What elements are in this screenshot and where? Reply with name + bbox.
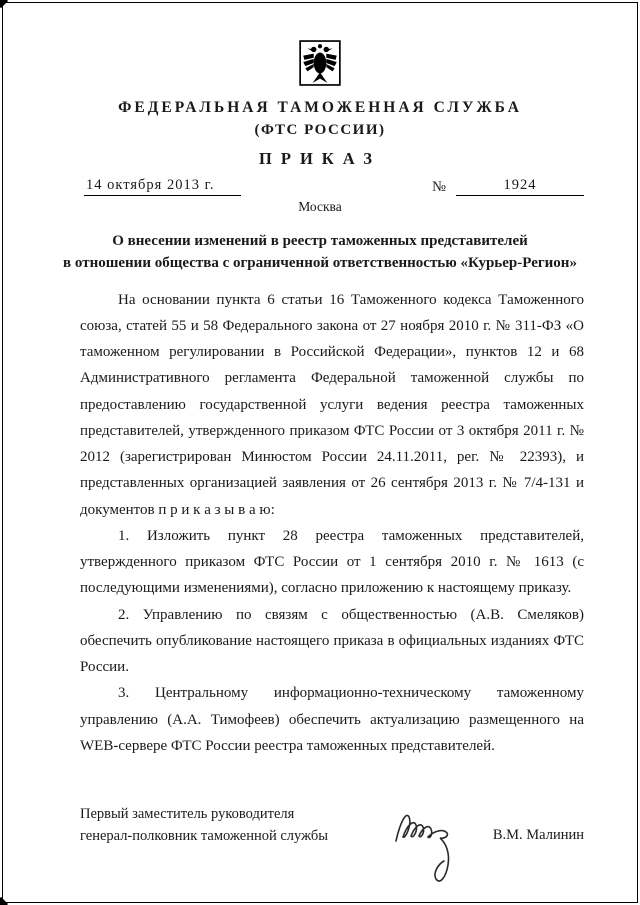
signature-icon xyxy=(390,793,490,893)
signatory-name: В.М. Малинин xyxy=(492,827,584,843)
document-type-heading: ПРИКАЗ xyxy=(259,149,381,168)
document-title-line-2: в отношении общества с ограниченной ответственностью «Курьер-Регион» xyxy=(63,254,577,271)
body-paragraph-item-2: 2. Управлению по связям с общественностью (А.В. Смеляков) обеспечить опубликование настоящего приказа в официальных изданиях ФТС России. xyxy=(80,606,584,675)
signatory-position-line-1: Первый заместитель руководителя xyxy=(80,806,295,822)
scan-artifact-top-left xyxy=(0,0,8,8)
document-number-group xyxy=(432,177,584,196)
number-sign: № xyxy=(432,179,446,195)
organization-name: ФЕДЕРАЛЬНАЯ ТАМОЖЕННАЯ СЛУЖБА xyxy=(118,99,522,116)
document-date: 14 октября 2013 г. xyxy=(84,177,241,196)
coat-of-arms-icon xyxy=(299,40,341,91)
document-body xyxy=(80,287,584,760)
body-paragraph-preamble: На основании пункта 6 статьи 16 Таможенного кодекса Таможенного союза, статей 55 и 58 Федерального закона от 27 ноября 2010 г. № 311-ФЗ «О таможенном регулировании в Российской Федерации», пунктов 12 и 68 Административного регламента Федеральной таможенной службы по предоставлению государственной услуги ведения реестра таможенных представителей, утвержденного приказом ФТС России от 3 октября 2011 г. № 2012 (зарегистрирован Минюстом России 24.11.2011, рег. № 22393), и представленных организацией заявления от 26 сентября 2013 г. № 7/4-131 и документов п р и к а з ы в а ю: xyxy=(80,291,584,518)
issue-city: Москва xyxy=(298,199,342,214)
body-paragraph-item-1: 1. Изложить пункт 28 реестра таможенных представителей, утвержденного приказом ФТС России от 1 сентября 2010 г. № 1613 (с последующими изменениями), согласно приложению к настоящему приказу. xyxy=(80,527,584,597)
body-paragraph-item-3: 3. Центральному информационно-техническому таможенному управлению (А.А. Тимофеев) обеспечить актуализацию размещенного на WEB-сервере ФТС России реестра таможенных представителей. xyxy=(80,685,584,754)
signature-block xyxy=(80,803,584,905)
organization-abbreviation: (ФТС РОССИИ) xyxy=(254,122,386,138)
scan-artifact-bottom-left xyxy=(0,897,8,905)
signatory-position-line-2: генерал-полковник таможенной службы xyxy=(80,828,329,845)
document-number: 1924 xyxy=(456,177,584,196)
document-title-line-1: О внесении изменений в реестр таможенных представителей xyxy=(112,233,528,249)
document-title xyxy=(46,231,594,275)
date-number-row xyxy=(84,177,584,196)
